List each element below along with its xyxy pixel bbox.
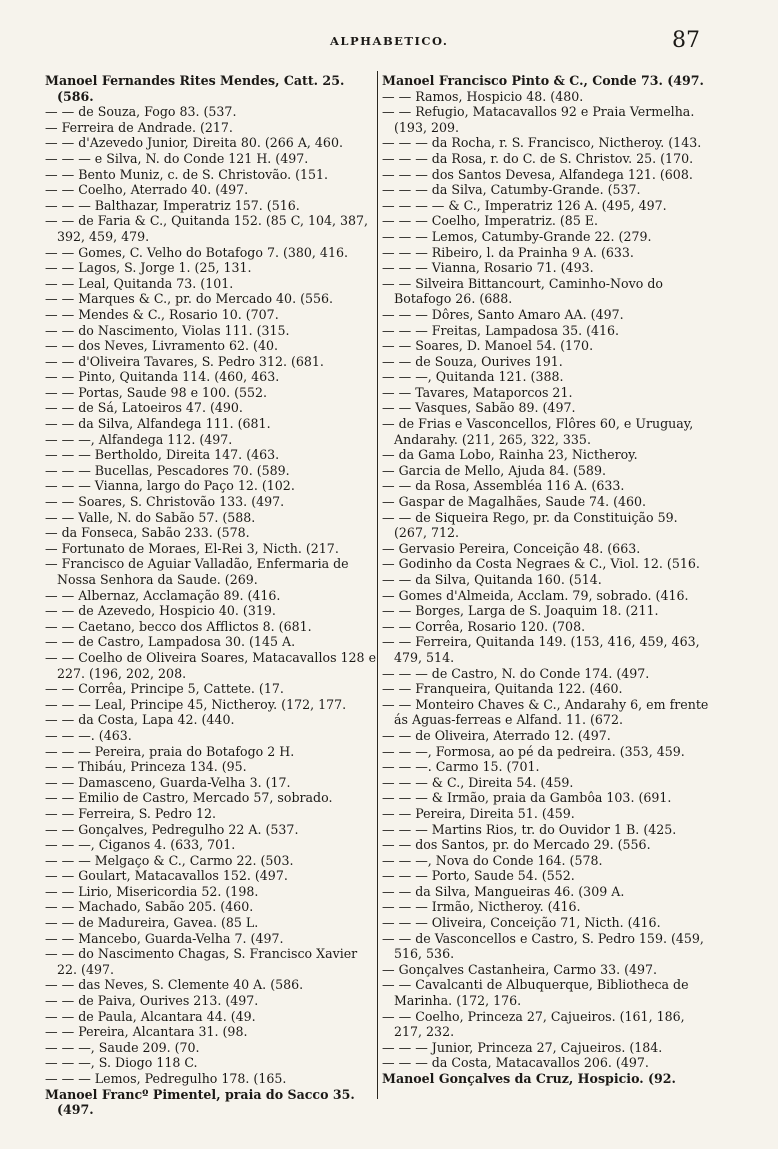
directory-entry: — — Bento Muniz, c. de S. Christovão. (151. (45, 166, 329, 182)
directory-entry: — — Ferreira, S. Pedro 12. (45, 805, 216, 821)
directory-entry: — — — Vianna, Rosario 71. (493. (382, 260, 594, 276)
directory-entry: — — Pinto, Quitanda 114. (460, 463. (45, 369, 280, 385)
directory-entry: — — —. (463. (45, 727, 132, 743)
directory-entry: — — Coelho, Princeza 27, Cajueiros. (161, 186, 217, 232. (382, 1008, 685, 1040)
directory-entry: — — — Leal, Principe 45, Nictheroy. (172, 177. (45, 696, 347, 712)
directory-entry: — — de Souza, Fogo 83. (537. (45, 104, 237, 120)
directory-entry: — — Borges, Larga de S. Joaquim 18. (211. (382, 603, 659, 619)
directory-entry: — — —, Ciganos 4. (633, 701. (45, 837, 236, 853)
directory-entry: — — Coelho de Oliveira Soares, Matacavallos 128 e 227. (196, 202, 208. (45, 649, 377, 681)
directory-entry: — — de Souza, Ourives 191. (382, 353, 563, 369)
directory-entry: — — de Castro, Lampadosa 30. (145 A. (45, 634, 296, 650)
directory-entry: — — dos Neves, Livramento 62. (40. (45, 338, 278, 354)
right-column (382, 73, 714, 1087)
directory-entry: — Gaspar de Magalhães, Saude 74. (460. (382, 494, 647, 510)
directory-entry: — Gonçalves Castanheira, Carmo 33. (497. (382, 961, 658, 977)
directory-entry: — — Lagos, S. Jorge 1. (25, 131. (45, 260, 252, 276)
directory-entry: — de Frias e Vasconcellos, Flôres 60, e Uruguay, Andarahy. (211, 265, 322, 335. (382, 416, 694, 447)
directory-entry: — — — Freitas, Lampadosa 35. (416. (382, 322, 620, 338)
directory-entry: — — — Bertholdo, Direita 147. (463. (45, 447, 280, 463)
directory-entry: — — — Pereira, praia do Botafogo 2 H. (45, 743, 295, 759)
directory-entry: — — — Ribeiro, l. da Prainha 9 A. (633. (382, 244, 634, 260)
directory-entry: — — do Nascimento Chagas, S. Francisco Xavier 22. (497. (45, 946, 358, 977)
directory-entry: — — Damasceno, Guarda-Velha 3. (17. (45, 774, 291, 790)
directory-entry: — — Mendes & C., Rosario 10. (707. (45, 306, 279, 322)
directory-entry: — — Emilio de Castro, Mercado 57, sobrado. (45, 790, 333, 806)
directory-entry: — — de Sá, Latoeiros 47. (490. (45, 400, 243, 416)
directory-entry: Manoel Francº Pimentel, praia do Sacco 35. (497. (45, 1086, 355, 1118)
directory-entry: — — — da Rocha, r. S. Francisco, Nictheroy. (143. (382, 135, 702, 151)
directory-entry: — — —, Nova do Conde 164. (578. (382, 852, 603, 868)
directory-entry: — Fortunato de Moraes, El-Rei 3, Nicth. (217. (45, 540, 339, 556)
directory-entry: — — Pereira, Alcantara 31. (98. (45, 1024, 248, 1040)
directory-entry: — Garcia de Mello, Ajuda 84. (589. (382, 462, 606, 478)
directory-entry: — — de Paiva, Ourives 213. (497. (45, 993, 259, 1009)
directory-entry: — — — Melgaço & C., Carmo 22. (503. (45, 852, 294, 868)
directory-entry: — — — Martins Rios, tr. do Ouvidor 1 B. (425. (382, 821, 677, 837)
directory-entry: — — — Dôres, Santo Amaro AA. (497. (382, 306, 624, 322)
directory-entry: — da Gama Lobo, Rainha 23, Nictheroy. (382, 447, 638, 463)
directory-entry: — — Pereira, Direita 51. (459. (382, 805, 575, 821)
directory-entry: Manoel Gonçalves da Cruz, Hospicio. (92. (382, 1071, 676, 1086)
directory-entry: — Ferreira de Andrade. (217. (45, 119, 233, 135)
directory-entry: — — d'Azevedo Junior, Direita 80. (266 A, 460. (45, 135, 343, 151)
directory-entry: — — Vasques, Sabão 89. (497. (382, 400, 576, 416)
directory-entry: — — de Madureira, Gavea. (85 L. (45, 915, 259, 931)
directory-entry: — — Valle, N. do Sabão 57. (588. (45, 509, 256, 525)
directory-entry: — — —, Quitanda 121. (388. (382, 369, 564, 385)
directory-entry: — — da Costa, Lapa 42. (440. (45, 712, 235, 728)
directory-entry: — — Coelho, Aterrado 40. (497. (45, 182, 249, 198)
directory-entry: — — — Oliveira, Conceição 71, Nicth. (416. (382, 915, 661, 931)
directory-entry: — — Machado, Sabão 205. (460. (45, 899, 254, 915)
directory-entry: — — Leal, Quitanda 73. (101. (45, 275, 234, 291)
directory-entry: — — de Siqueira Rego, pr. da Constituição 59. (267, 712. (382, 509, 678, 541)
directory-entry: Manoel Fernandes Rites Mendes, Catt. 25. (586. (45, 73, 345, 104)
page-number: 87 (672, 28, 700, 53)
directory-entry: — — de Paula, Alcantara 44. (49. (45, 1008, 256, 1024)
directory-entry: — — Mancebo, Guarda-Velha 7. (497. (45, 930, 284, 946)
directory-entry: — — —, S. Diogo 118 C. (45, 1055, 198, 1071)
directory-entry: — — Refugio, Matacavallos 92 e Praia Vermelha. (193, 209. (382, 104, 695, 135)
directory-entry: — — da Silva, Quitanda 160. (514. (382, 572, 602, 587)
directory-entry: — — — Bucellas, Pescadores 70. (589. (45, 462, 290, 478)
directory-entry: — — Thibáu, Princeza 134. (95. (45, 759, 247, 775)
directory-entry: — — Gonçalves, Pedregulho 22 A. (537. (45, 821, 299, 837)
directory-entry: — — — Vianna, largo do Paço 12. (102. (45, 478, 295, 494)
directory-entry: — — Silveira Bittancourt, Caminho-Novo do Botafogo 26. (688. (382, 275, 663, 307)
directory-entry: — — — da Costa, Matacavallos 206. (497. (382, 1055, 649, 1071)
directory-entry: — — Goulart, Matacavallos 152. (497. (45, 868, 288, 884)
directory-entry: — — — de Castro, N. do Conde 174. (497. (382, 665, 650, 681)
directory-entry: — Godinho da Costa Negraes & C., Viol. 12. (516. (382, 556, 700, 572)
directory-entry: — — — & Irmão, praia da Gambôa 103. (691. (382, 790, 672, 806)
directory-entry: — — Ferreira, Quitanda 149. (153, 416, 459, 463, 479, 514. (382, 634, 700, 665)
directory-entry: — Francisco de Aguiar Valladão, Enfermaria de Nossa Senhora da Saude. (269. (45, 556, 349, 587)
directory-entry: — — Corrêa, Rosario 120. (708. (382, 618, 586, 634)
directory-entry: — — Tavares, Mataporcos 21. (382, 384, 573, 400)
directory-entry: — Gervasio Pereira, Conceição 48. (663. (382, 540, 641, 556)
left-column (45, 73, 379, 1118)
directory-entry: — — — Porto, Saude 54. (552. (382, 868, 575, 884)
directory-entry: — — Soares, S. Christovão 133. (497. (45, 494, 285, 510)
directory-entry: — — de Faria & C., Quitanda 152. (85 C, 104, 387, 392, 459, 479. (45, 213, 369, 244)
directory-entry: — — —, Saude 209. (70. (45, 1039, 200, 1055)
directory-entry: — — Monteiro Chaves & C., Andarahy 6, em frente ás Aguas-ferreas e Alfand. 11. (672. (382, 696, 709, 728)
directory-entry: — — das Neves, S. Clemente 40 A. (586. (45, 977, 304, 993)
directory-entry: — — Corrêa, Principe 5, Cattete. (17. (45, 681, 284, 697)
directory-entry: — — Lirio, Misericordia 52. (198. (45, 883, 259, 899)
directory-entry: — — dos Santos, pr. do Mercado 29. (556. (382, 837, 651, 853)
directory-entry: — — — Lemos, Pedregulho 178. (165. (45, 1071, 287, 1086)
directory-entry: — — — Lemos, Catumby-Grande 22. (279. (382, 228, 652, 244)
directory-entry: — — d'Oliveira Tavares, S. Pedro 312. (681. (45, 353, 324, 369)
directory-entry: — — da Silva, Alfandega 111. (681. (45, 416, 271, 432)
directory-entry: — da Fonseca, Sabão 233. (578. (45, 525, 250, 541)
directory-entry: — — Franqueira, Quitanda 122. (460. (382, 681, 623, 697)
directory-entry: — — —. Carmo 15. (701. (382, 759, 540, 775)
directory-entry: — — — — & C., Imperatriz 126 A. (495, 497. (382, 197, 667, 213)
directory-entry: — — — Balthazar, Imperatriz 157. (516. (45, 197, 300, 213)
directory-entry: — — Marques & C., pr. do Mercado 40. (556. (45, 291, 334, 307)
directory-entry: — — — da Rosa, r. do C. de S. Christov. 25. (170. (382, 150, 694, 166)
directory-entry: — — — Irmão, Nictheroy. (416. (382, 899, 581, 915)
directory-entry: — — Caetano, becco dos Afflictos 8. (681. (45, 618, 312, 634)
directory-entry: — — — & C., Direita 54. (459. (382, 774, 574, 790)
directory-entry: — — — da Silva, Catumby-Grande. (537. (382, 182, 641, 198)
directory-entry: — — —, Alfandega 112. (497. (45, 431, 233, 447)
directory-entry: — Gomes d'Almeida, Acclam. 79, sobrado. (416. (382, 587, 689, 603)
directory-entry: — — — Junior, Princeza 27, Cajueiros. (184. (382, 1039, 663, 1055)
directory-entry: — — da Rosa, Assembléa 116 A. (633. (382, 478, 625, 494)
directory-entry: — — — e Silva, N. do Conde 121 H. (497. (45, 150, 309, 166)
directory-entry: — — Portas, Saude 98 e 100. (552. (45, 384, 268, 400)
directory-entry: — — de Vasconcellos e Castro, S. Pedro 159. (459, 516, 536. (382, 930, 704, 962)
directory-entry: — — Cavalcanti de Albuquerque, Bibliotheca de Marinha. (172, 176. (382, 977, 689, 1009)
page-title: ALPHABETICO. (330, 34, 449, 48)
directory-entry: — — de Azevedo, Hospicio 40. (319. (45, 603, 276, 619)
directory-entry: — — de Oliveira, Aterrado 12. (497. (382, 727, 611, 743)
directory-entry: — — —, Formosa, ao pé da pedreira. (353, 459. (382, 743, 685, 759)
directory-entry: — — — Coelho, Imperatriz. (85 E. (382, 213, 599, 229)
directory-entry: — — Soares, D. Manoel 54. (170. (382, 338, 594, 354)
directory-entry: — — Ramos, Hospicio 48. (480. (382, 88, 584, 104)
directory-entry: — — Albernaz, Acclamação 89. (416. (45, 587, 281, 603)
directory-entry: — — da Silva, Mangueiras 46. (309 A. (382, 883, 625, 899)
directory-entry: — — Gomes, C. Velho do Botafogo 7. (380, 416. (45, 244, 348, 260)
page-header (0, 28, 778, 58)
directory-entry: — — — dos Santos Devesa, Alfandega 121. (608. (382, 166, 693, 182)
directory-entry: Manoel Francisco Pinto & C., Conde 73. (497. (382, 73, 704, 88)
directory-entry: — — do Nascimento, Violas 111. (315. (45, 322, 290, 338)
